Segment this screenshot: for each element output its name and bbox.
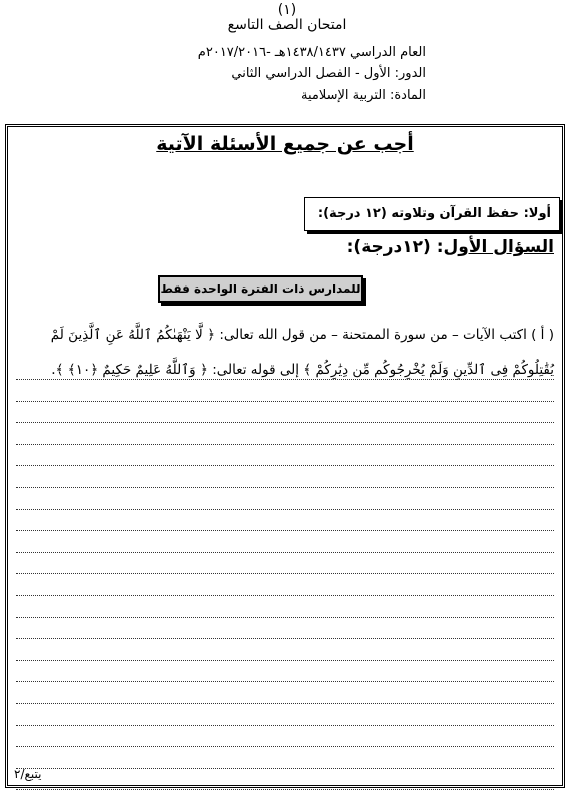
academic-year: العام الدراسي ١٤٣٨/١٤٣٧هـ -٢٠١٧/٢٠١٦م bbox=[197, 45, 426, 60]
verse-continuation: يُقَٰتِلُوكُمْ فِى ٱلدِّينِ وَلَمْ يُخْرِجُوكُم مِّن دِيَٰرِكُمْ ﴾ bbox=[303, 362, 554, 378]
exam-frame bbox=[5, 124, 565, 788]
continued-note: يتبع/٢ bbox=[14, 767, 42, 781]
verse-end: ﴿ وَٱللَّهُ عَلِيمٌ حَكِيمٌ ﴿١٠﴾ ﴾. bbox=[51, 362, 208, 378]
instruction-text: ( أ ) اكتب الآيات – من سورة الممتحنة – من قول الله تعالى: bbox=[219, 327, 554, 343]
answer-line bbox=[16, 465, 554, 466]
subject: المادة: التربية الإسلامية bbox=[300, 88, 426, 103]
answer-line bbox=[16, 768, 554, 769]
answer-line bbox=[16, 401, 554, 402]
question-label: السؤال الأول bbox=[443, 237, 554, 257]
instruction-line-1 bbox=[51, 327, 554, 343]
answer-line bbox=[16, 595, 554, 596]
section-box: أولا: حفظ القرآن وتلاوته (١٢ درجة): bbox=[304, 197, 560, 231]
instruction-to-text: إلى قوله تعالى: bbox=[212, 362, 299, 378]
exam-title: امتحان الصف التاسع bbox=[227, 17, 347, 33]
exam-round: الدور: الأول - الفصل الدراسي الثاني bbox=[231, 66, 426, 81]
answer-line bbox=[16, 509, 554, 510]
answer-line bbox=[16, 638, 554, 639]
note-box: للمدارس ذات الفترة الواحدة فقط bbox=[158, 275, 363, 303]
answer-line bbox=[16, 681, 554, 682]
page-number: (١) bbox=[277, 2, 297, 18]
verse-start: ﴿ لَّا يَنْهَىٰكُمُ ٱللَّهُ عَنِ ٱلَّذِينَ لَمْ bbox=[50, 327, 216, 343]
answer-line bbox=[16, 422, 554, 423]
answer-line bbox=[16, 660, 554, 661]
answer-line bbox=[16, 573, 554, 574]
question-marks: : (١٢درجة): bbox=[346, 237, 444, 257]
answer-line bbox=[16, 552, 554, 553]
answer-line bbox=[16, 379, 554, 380]
answer-line bbox=[16, 789, 554, 790]
answer-line bbox=[16, 617, 554, 618]
answer-line bbox=[16, 444, 554, 445]
answer-line bbox=[16, 725, 554, 726]
answer-line bbox=[16, 487, 554, 488]
question-heading bbox=[347, 237, 554, 257]
answer-line bbox=[16, 746, 554, 747]
instruction-line-2 bbox=[51, 362, 554, 378]
main-title: أجب عن جميع الأسئلة الآتية bbox=[156, 133, 414, 155]
answer-line bbox=[16, 703, 554, 704]
answer-line bbox=[16, 530, 554, 531]
